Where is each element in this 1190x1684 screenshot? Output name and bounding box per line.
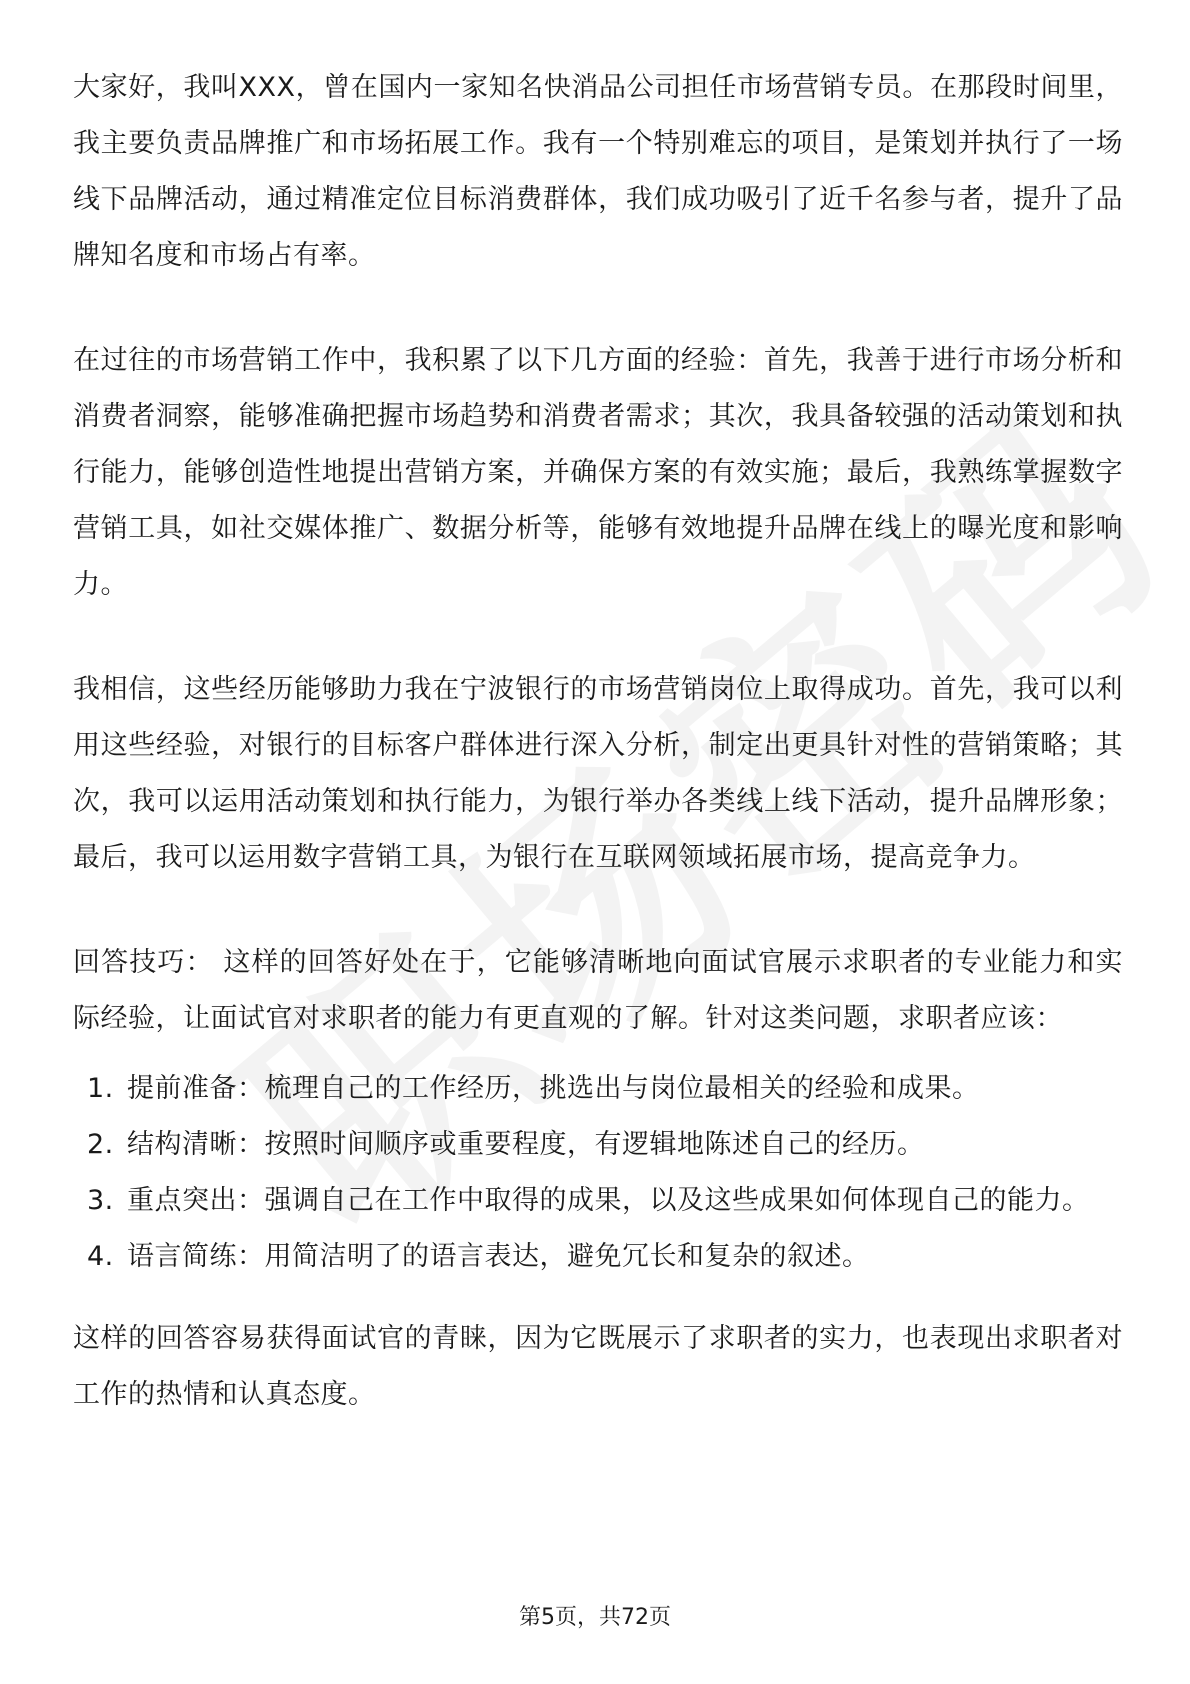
list-text: 语言简练：用简洁明了的语言表达，避免冗长和复杂的叙述。: [127, 1241, 870, 1272]
list-number: 4.: [87, 1241, 114, 1272]
paragraph-experience: 在过往的市场营销工作中，我积累了以下几方面的经验：首先，我善于进行市场分析和消费者洞察，能够准确把握市场趋势和消费者需求；其次，我具备较强的活动策划和执行能力，能够创造性地提出营销方案，并确保方案的有效实施；最后，我熟练掌握数字营销工具，如社交媒体推广、数据分析等，能够有效地提升品牌在线上的曝光度和影响力。: [73, 345, 1123, 600]
tips-list: [73, 1061, 1123, 1285]
paragraph-closing: 这样的回答容易获得面试官的青睐，因为它既展示了求职者的实力，也表现出求职者对工作的热情和认真态度。: [73, 1323, 1123, 1410]
list-text: 提前准备：梳理自己的工作经历，挑选出与岗位最相关的经验和成果。: [127, 1073, 980, 1104]
list-number: 2.: [87, 1129, 114, 1160]
list-item: [73, 1117, 1123, 1173]
paragraph-application: 我相信，这些经历能够助力我在宁波银行的市场营销岗位上取得成功。首先，我可以利用这些经验，对银行的目标客户群体进行深入分析，制定出更具针对性的营销策略；其次，我可以运用活动策划和执行能力，为银行举办各类线上线下活动，提升品牌形象；最后，我可以运用数字营销工具，为银行在互联网领域拓展市场，提高竞争力。: [73, 674, 1123, 873]
page-content: [73, 60, 1123, 1472]
list-item: [73, 1173, 1123, 1229]
list-number: 1.: [87, 1073, 114, 1104]
paragraph-tips-intro: 回答技巧： 这样的回答好处在于，它能够清晰地向面试官展示求职者的专业能力和实际经验，让面试官对求职者的能力有更直观的了解。针对这类问题，求职者应该：: [73, 947, 1123, 1034]
list-text: 重点突出：强调自己在工作中取得的成果，以及这些成果如何体现自己的能力。: [127, 1185, 1090, 1216]
list-text: 结构清晰：按照时间顺序或重要程度，有逻辑地陈述自己的经历。: [127, 1129, 925, 1160]
page-number: 第5页，共72页: [519, 1605, 671, 1630]
paragraph-intro: 大家好，我叫XXX，曾在国内一家知名快消品公司担任市场营销专员。在那段时间里，我主要负责品牌推广和市场拓展工作。我有一个特别难忘的项目，是策划并执行了一场线下品牌活动，通过精准定位目标消费群体，我们成功吸引了近千名参与者，提升了品牌知名度和市场占有率。: [73, 72, 1123, 271]
list-number: 3.: [87, 1185, 114, 1216]
list-item: [73, 1229, 1123, 1285]
list-item: [73, 1061, 1123, 1117]
